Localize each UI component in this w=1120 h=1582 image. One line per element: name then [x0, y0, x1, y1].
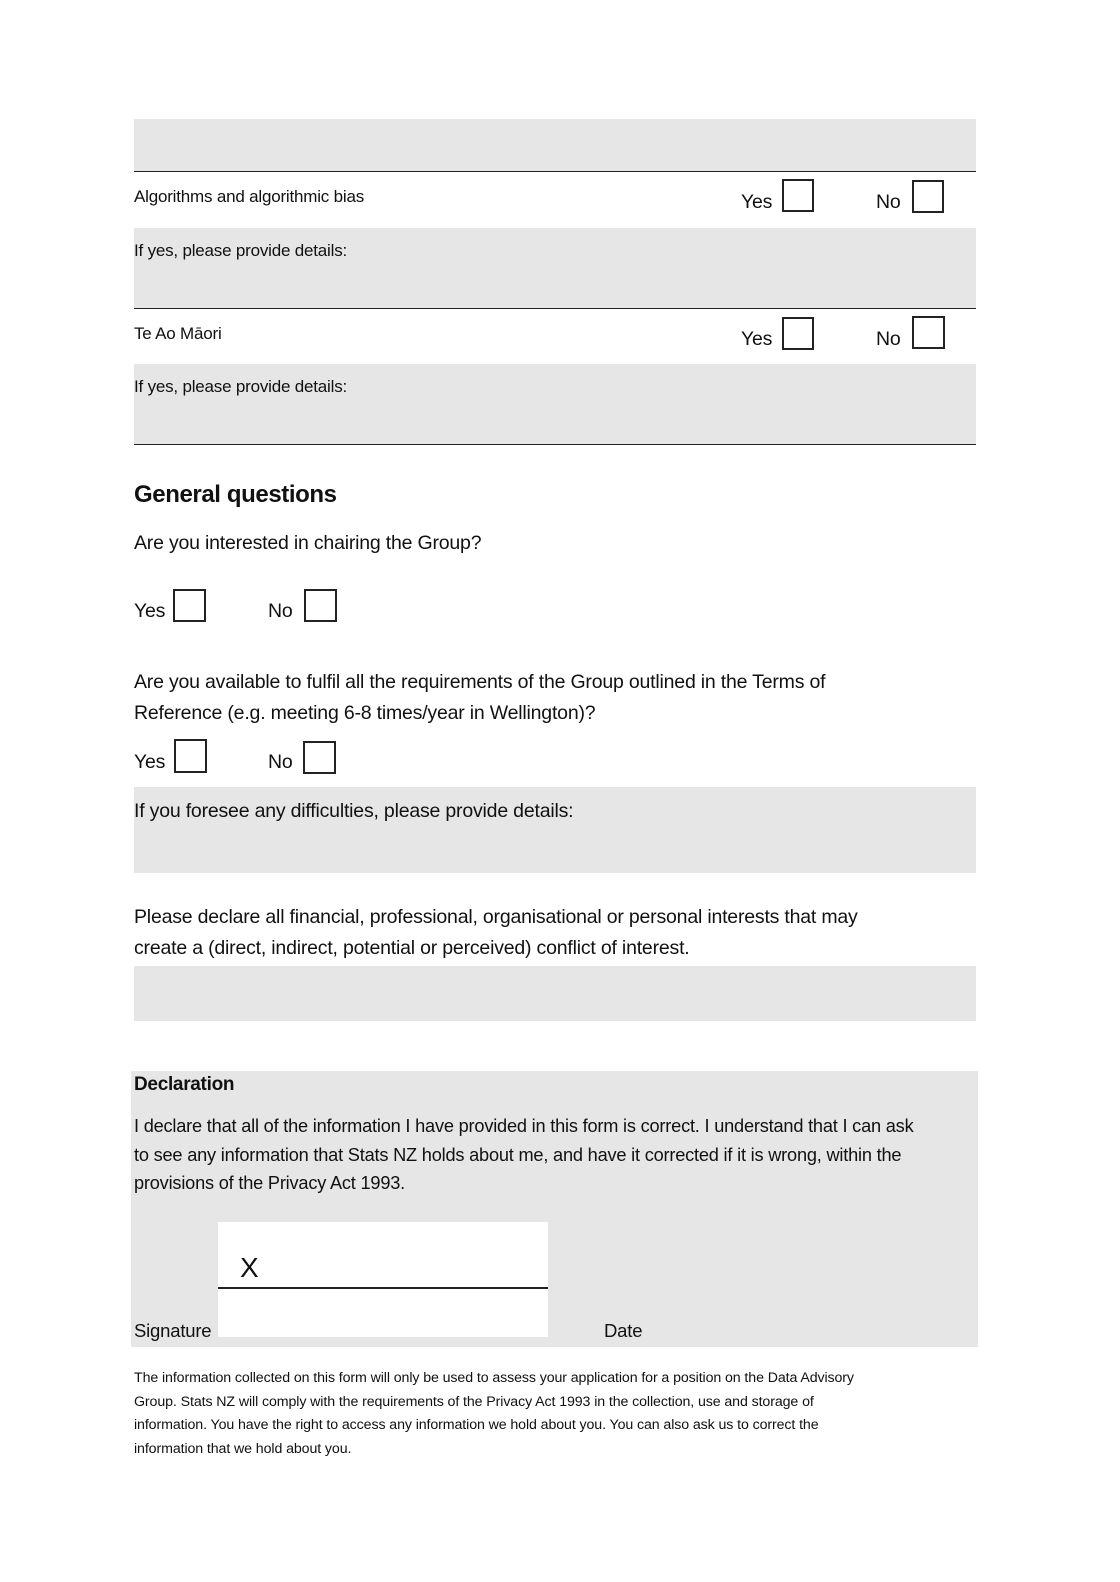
te-ao-maori-label: Te Ao Māori — [134, 324, 222, 343]
algorithms-no-label: No — [876, 191, 901, 213]
chair-question: Are you interested in chairing the Group? — [134, 532, 482, 554]
declaration-text-line2: to see any information that Stats NZ holds about me, and have it corrected if it is wrong, within the — [134, 1145, 902, 1165]
chair-yes-checkbox[interactable] — [173, 589, 206, 622]
availability-no-label: No — [268, 751, 293, 773]
divider — [134, 444, 976, 445]
availability-no-checkbox[interactable] — [303, 741, 336, 774]
te-ao-maori-details-prompt: If yes, please provide details: — [134, 377, 348, 396]
te-ao-maori-yes-checkbox[interactable] — [782, 317, 814, 350]
previous-details-field[interactable] — [134, 119, 976, 171]
te-ao-maori-no-label: No — [876, 328, 901, 350]
divider — [134, 308, 976, 309]
difficulties-prompt: If you foresee any difficulties, please provide details: — [134, 800, 574, 822]
algorithms-yes-checkbox[interactable] — [782, 179, 814, 212]
availability-yes-label: Yes — [134, 751, 166, 773]
date-label: Date — [604, 1320, 643, 1341]
privacy-notice — [134, 1367, 994, 1461]
chair-yes-label: Yes — [134, 600, 166, 622]
declaration-text-line1: I declare that all of the information I have provided in this form is correct. I understand that I can ask — [134, 1116, 914, 1136]
declaration-text-line3: provisions of the Privacy Act 1993. — [134, 1173, 406, 1193]
chair-no-checkbox[interactable] — [304, 589, 337, 622]
algorithms-details-field[interactable] — [134, 228, 976, 308]
declaration-heading: Declaration — [134, 1074, 235, 1095]
divider — [134, 171, 976, 172]
te-ao-maori-no-checkbox[interactable] — [912, 316, 945, 349]
privacy-notice-line3: information. You have the right to access any information we hold about you. You can also ask us to correct the — [134, 1417, 819, 1433]
conflict-question-line2: create a (direct, indirect, potential or perceived) conflict of interest. — [134, 937, 690, 959]
privacy-notice-line2: Group. Stats NZ will comply with the requirements of the Privacy Act 1993 in the collection, use and storage of — [134, 1393, 814, 1410]
signature-line — [218, 1287, 548, 1289]
section-heading-general: General questions — [134, 481, 337, 508]
conflict-question-line1: Please declare all financial, professional, organisational or personal interests that may — [134, 906, 858, 928]
availability-yes-checkbox[interactable] — [174, 739, 207, 773]
availability-question-line1: Are you available to fulfil all the requirements of the Group outlined in the Terms of — [134, 671, 826, 693]
algorithms-no-checkbox[interactable] — [912, 180, 944, 213]
conflict-details-field[interactable] — [134, 966, 976, 1021]
privacy-notice-line4: information that we hold about you. — [134, 1440, 352, 1457]
signature-field[interactable] — [218, 1222, 548, 1337]
algorithms-yes-label: Yes — [741, 191, 773, 213]
te-ao-maori-yes-label: Yes — [741, 328, 773, 350]
signature-mark: X — [240, 1252, 259, 1283]
signature-label: Signature — [134, 1320, 212, 1341]
te-ao-maori-details-field[interactable] — [134, 364, 976, 444]
chair-no-label: No — [268, 600, 293, 622]
algorithms-label: Algorithms and algorithmic bias — [134, 187, 365, 206]
algorithms-details-prompt: If yes, please provide details: — [134, 241, 348, 260]
availability-question-line2: Reference (e.g. meeting 6-8 times/year in Wellington)? — [134, 702, 596, 724]
privacy-notice-line1: The information collected on this form will only be used to assess your application for a position on the Data Advisory — [134, 1370, 854, 1386]
